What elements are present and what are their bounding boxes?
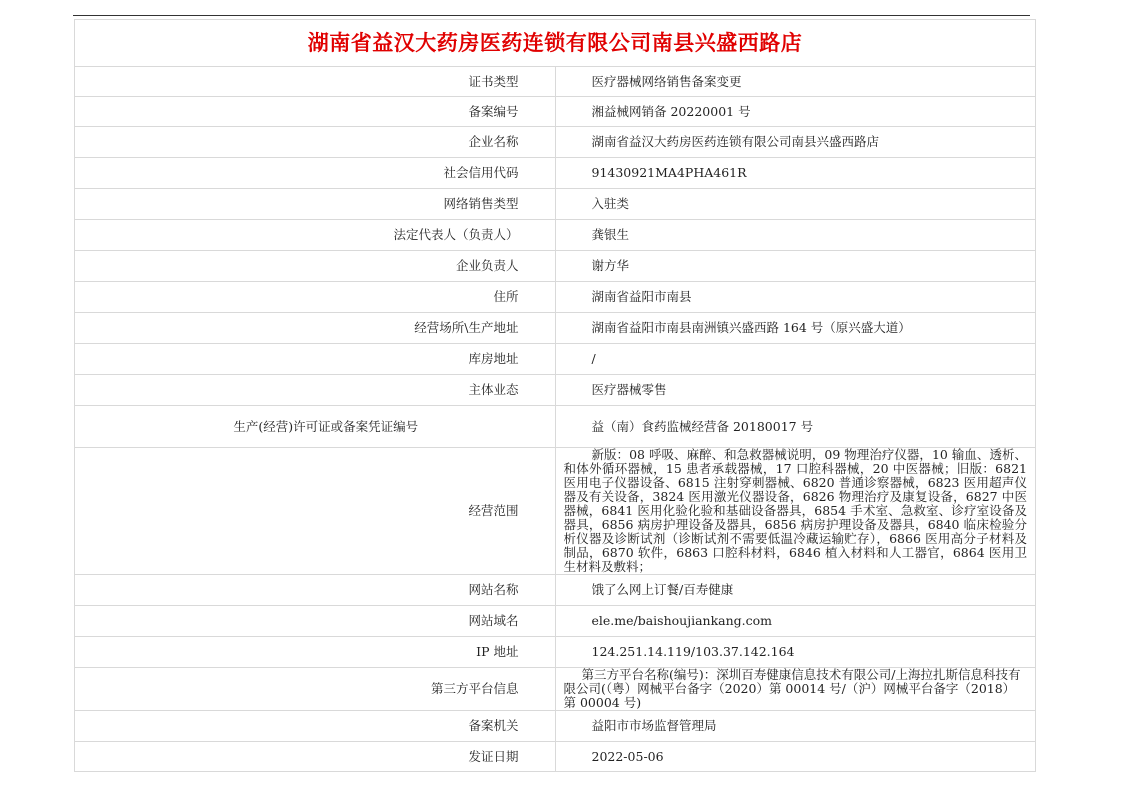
table-row xyxy=(75,313,1036,344)
row-value-warehouse-address: / xyxy=(555,344,1036,375)
row-label-company-name: 企业名称 xyxy=(75,127,556,158)
table-row xyxy=(75,668,1036,711)
row-label-warehouse-address: 库房地址 xyxy=(75,344,556,375)
row-value-record-authority: 益阳市市场监督管理局 xyxy=(555,711,1036,742)
row-value-license-number: 益（南）食药监械经营备 20180017 号 xyxy=(555,406,1036,448)
row-label-ip-address: IP 地址 xyxy=(75,637,556,668)
top-rule xyxy=(73,15,1030,16)
table-row xyxy=(75,637,1036,668)
row-label-issue-date: 发证日期 xyxy=(75,742,556,772)
row-value-website-name: 饿了么网上订餐/百寿健康 xyxy=(555,575,1036,606)
row-label-credit-code: 社会信用代码 xyxy=(75,158,556,189)
row-label-record-number: 备案编号 xyxy=(75,97,556,127)
row-label-legal-representative: 法定代表人（负责人） xyxy=(75,220,556,251)
row-value-certificate-type: 医疗器械网络销售备案变更 xyxy=(555,67,1036,97)
title-row xyxy=(75,20,1036,67)
table-row xyxy=(75,158,1036,189)
row-value-third-party-platform: 第三方平台名称(编号)：深圳百寿健康信息技术有限公司/上海拉扎斯信息科技有限公司(（粤）网械平台备字（2020）第 00014 号/（沪）网械平台备字（2018）第 00004 号) xyxy=(555,668,1036,711)
row-label-business-format: 主体业态 xyxy=(75,375,556,406)
record-table xyxy=(74,19,1036,772)
table-row xyxy=(75,344,1036,375)
row-value-credit-code: 91430921MA4PHA461R xyxy=(555,158,1036,189)
page-title: 湖南省益汉大药房医药连锁有限公司南县兴盛西路店 xyxy=(75,20,1036,67)
row-value-residence: 湖南省益阳市南县 xyxy=(555,282,1036,313)
table-row xyxy=(75,406,1036,448)
table-row xyxy=(75,97,1036,127)
table-row xyxy=(75,711,1036,742)
row-label-sales-type: 网络销售类型 xyxy=(75,189,556,220)
table-row xyxy=(75,67,1036,97)
table-row xyxy=(75,742,1036,772)
row-value-record-number: 湘益械网销备 20220001 号 xyxy=(555,97,1036,127)
row-value-company-name: 湖南省益汉大药房医药连锁有限公司南县兴盛西路店 xyxy=(555,127,1036,158)
row-label-third-party-platform: 第三方平台信息 xyxy=(75,668,556,711)
row-label-website-domain: 网站域名 xyxy=(75,606,556,637)
row-value-business-scope: 新版：08 呼吸、麻醉、和急救器械说明，09 物理治疗仪器，10 输血、透析、和体外循环器械，15 患者承载器械，17 口腔科器械，20 中医器械；旧版：6821 医用电子仪器设备、6815 注射穿刺器械、6820 普通诊察器械，6823 医用超声仪器及有关设备，3824 医用激光仪器设备，6826 物理治疗及康复设备，6827 中医器械，6841 医用化验化验和基础设备器具，6854 手术室、急救室、诊疗室设备及器具，6856 病房护理设备及器具，6856 病房护理设备及器具，6840 临床检验分析仪器及诊断试剂（诊断试剂不需要低温冷藏运输贮存），6866 医用高分子材料及制品，6870 软件，6863 口腔科材料，6846 植入材料和人工器官，6864 医用卫生材料及敷料； xyxy=(555,448,1036,575)
row-value-sales-type: 入驻类 xyxy=(555,189,1036,220)
row-label-website-name: 网站名称 xyxy=(75,575,556,606)
row-value-issue-date: 2022-05-06 xyxy=(555,742,1036,772)
row-value-business-address: 湖南省益阳市南县南洲镇兴盛西路 164 号（原兴盛大道） xyxy=(555,313,1036,344)
table-row xyxy=(75,448,1036,575)
table-row xyxy=(75,189,1036,220)
table-row xyxy=(75,375,1036,406)
table-row xyxy=(75,282,1036,313)
table-row xyxy=(75,606,1036,637)
row-label-business-scope: 经营范围 xyxy=(75,448,556,575)
row-label-certificate-type: 证书类型 xyxy=(75,67,556,97)
table-row xyxy=(75,220,1036,251)
row-label-business-address: 经营场所\生产地址 xyxy=(75,313,556,344)
row-value-website-domain: ele.me/baishoujiankang.com xyxy=(555,606,1036,637)
row-label-license-number: 生产(经营)许可证或备案凭证编号 xyxy=(75,406,556,448)
table-row xyxy=(75,251,1036,282)
row-value-enterprise-head: 谢方华 xyxy=(555,251,1036,282)
table-row xyxy=(75,575,1036,606)
row-label-residence: 住所 xyxy=(75,282,556,313)
row-label-record-authority: 备案机关 xyxy=(75,711,556,742)
row-value-legal-representative: 龚银生 xyxy=(555,220,1036,251)
table-row xyxy=(75,127,1036,158)
row-value-business-format: 医疗器械零售 xyxy=(555,375,1036,406)
row-value-ip-address: 124.251.14.119/103.37.142.164 xyxy=(555,637,1036,668)
row-label-enterprise-head: 企业负责人 xyxy=(75,251,556,282)
